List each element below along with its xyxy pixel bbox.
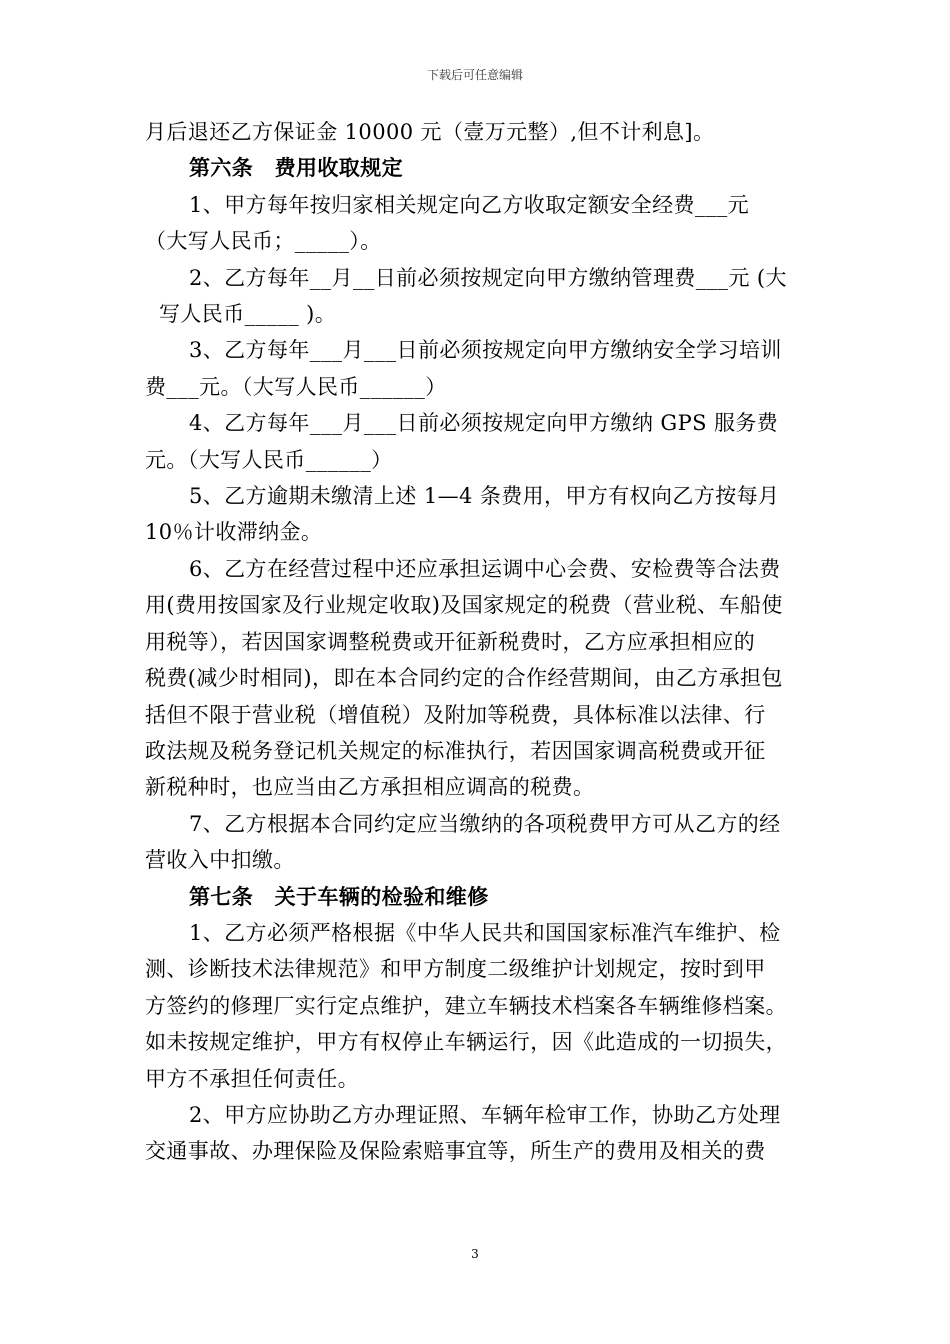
paragraph-line: 4、乙方每年___月___日前必须按规定向甲方缴纳 GPS 服务费 [189, 411, 779, 436]
paragraph-line: 7、乙方根据本合同约定应当缴纳的各项税费甲方可从乙方的经 [189, 811, 781, 836]
paragraph-line: 如未按规定维护，甲方有权停止车辆运行，因《此造成的一切损失， [145, 1030, 787, 1055]
paragraph-line: 10％计收滞纳金。 [145, 520, 323, 545]
paragraph-line: 2、乙方每年__月__日前必须按规定向甲方缴纳管理费___元 (大 [189, 265, 787, 290]
page-header: 下载后可任意编辑 [426, 68, 523, 82]
paragraph-line: 新税种时，也应当由乙方承担相应调高的税费。 [145, 775, 595, 800]
document-body [145, 114, 807, 1170]
paragraph-line: 甲方不承担任何责任。 [145, 1066, 359, 1091]
paragraph-line: 3、乙方每年___月___日前必须按规定向甲方缴纳安全学习培训 [189, 338, 782, 363]
paragraph-line: 1、乙方必须严格根据《中华人民共和国国家标准汽车维护、检 [189, 920, 781, 945]
paragraph-line: 营收入中扣缴。 [145, 848, 295, 873]
paragraph-line: 用(费用按国家及行业规定收取)及国家规定的税费（营业税、车船使 [145, 593, 783, 618]
paragraph-line: 费___元。（大写人民币______） [145, 374, 447, 399]
paragraph-line: 税费(减少时相同)，即在本合同约定的合作经营期间，由乙方承担包 [145, 666, 783, 691]
paragraph-line: 括但不限于营业税（增值税）及附加等税费，具体标准以法律、行 [145, 702, 766, 727]
paragraph-line: 测、诊断技术法律规范》和甲方制度二级维护计划规定，按时到甲 [145, 957, 766, 982]
paragraph-line: 1、甲方每年按归家相关规定向乙方收取定额安全经费___元 [189, 192, 750, 217]
paragraph-line: 5、乙方逾期未缴清上述 1—4 条费用，甲方有权向乙方按每月 [189, 484, 780, 509]
paragraph-line: 写人民币_____ )。 [159, 302, 337, 327]
paragraph-line: 方签约的修理厂实行定点维护，建立车辆技术档案各车辆维修档案。 [145, 993, 787, 1018]
page-number: 3 [471, 1247, 479, 1261]
paragraph-line: 月后退还乙方保证金 10000 元（壹万元整）,但不计利息]。 [145, 120, 715, 144]
paragraph-line: 用税等），若因国家调整税费或开征新税费时，乙方应承担相应的 [145, 629, 756, 654]
section-heading-7: 第七条 关于车辆的检验和维修 [189, 884, 489, 909]
section-heading-6: 第六条 费用收取规定 [189, 156, 403, 181]
paragraph-line: 6、乙方在经营过程中还应承担运调中心会费、安检费等合法费 [189, 556, 781, 581]
paragraph-line: （大写人民币；_____）。 [145, 229, 382, 254]
paragraph-line: 政法规及税务登记机关规定的标准执行，若因国家调高税费或开征 [145, 738, 766, 763]
paragraph-line: 2、甲方应协助乙方办理证照、车辆年检审工作，协助乙方处理 [189, 1102, 781, 1127]
paragraph-line: 交通事故、办理保险及保险索赔事宜等，所生产的费用及相关的费 [145, 1139, 766, 1164]
paragraph-line: 元。（大写人民币______） [145, 447, 393, 472]
